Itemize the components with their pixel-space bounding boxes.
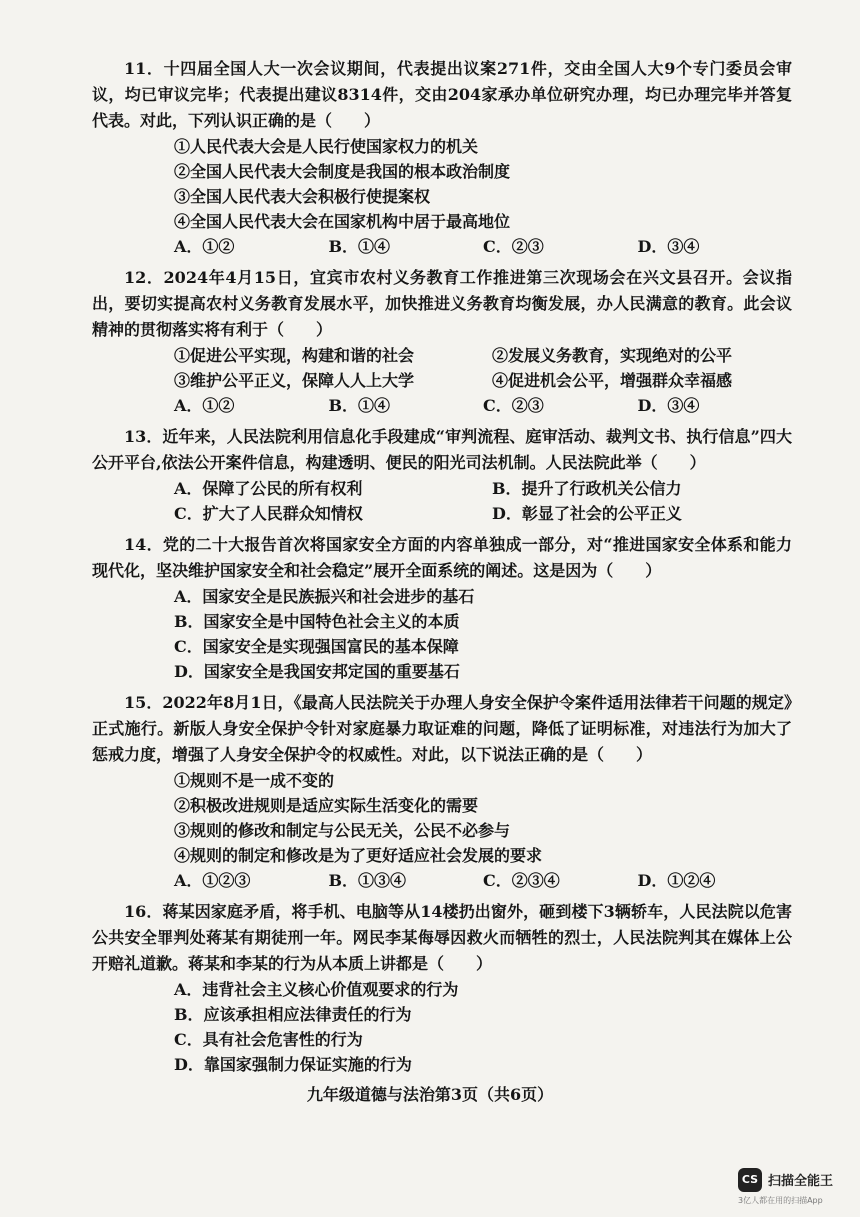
question-stem: 14．党的二十大报告首次将国家安全方面的内容单独成一部分，对“推进国家安全体系和能力现代化，坚决维护国家安全和社会稳定”展开全面系统的阐述。这是因为（ ） [92, 535, 792, 580]
scanner-watermark [738, 1168, 848, 1208]
statement: ④促进机会公平，增强群众幸福感 [492, 371, 733, 390]
question-stem: 11．十四届全国人大一次会议期间，代表提出议案271件，交由全国人大9个专门委员会审议，均已审议完毕；代表提出建议8314件，交由204家承办单位研究办理，均已办理完毕并答复代表。对此，下列认识正确的是（ ） [92, 59, 792, 130]
question-13 [92, 424, 792, 526]
statement: ④规则的制定和修改是为了更好适应社会发展的要求 [174, 846, 543, 865]
choice-a: A．①② [174, 396, 235, 415]
choice-d: D．国家安全是我国安邦定国的重要基石 [174, 662, 460, 681]
choice-d: D．彰显了社会的公平正义 [492, 504, 682, 523]
choice-row [174, 868, 792, 893]
choice-b: B．应该承担相应法律责任的行为 [174, 1005, 412, 1024]
question-11 [92, 56, 792, 259]
choice-b: B．国家安全是中国特色社会主义的本质 [174, 612, 460, 631]
choice-a: A．违背社会主义核心价值观要求的行为 [174, 980, 459, 999]
question-14 [92, 532, 792, 684]
question-16 [92, 899, 792, 1077]
statement: ②全国人民代表大会制度是我国的根本政治制度 [174, 162, 511, 181]
statement: ③维护公平正义，保障人人上大学 [174, 371, 415, 390]
statement: ②发展义务教育，实现绝对的公平 [492, 346, 733, 365]
statement-row [174, 368, 792, 393]
choice-a: A．保障了公民的所有权利 [174, 479, 363, 498]
choice-d: D．①②④ [637, 871, 716, 890]
cs-logo-icon: CS [738, 1168, 762, 1192]
choice-c: C．②③④ [483, 871, 560, 890]
choice-c: C．具有社会危害性的行为 [174, 1030, 363, 1049]
choice-c: C．扩大了人民群众知情权 [174, 504, 363, 523]
choice-a: A．①② [174, 237, 235, 256]
questions-area [92, 56, 792, 1083]
watermark-tagline: 3亿人都在用的扫描App [738, 1196, 823, 1205]
question-stem: 15．2022年8月1日，《最高人民法院关于办理人身安全保护令案件适用法律若干问题的规定》正式施行。新版人身安全保护令针对家庭暴力取证难的问题，降低了证明标准，对违法行为加大了惩戒力度，增强了人身安全保护令的权威性。对此，以下说法正确的是（ ） [92, 693, 792, 764]
statement: ④全国人民代表大会在国家机构中居于最高地位 [174, 212, 511, 231]
page-footer: 九年级道德与法治第3页（共6页） [306, 1085, 554, 1104]
choice-c: C．国家安全是实现强国富民的基本保障 [174, 637, 459, 656]
question-stem: 16．蒋某因家庭矛盾，将手机、电脑等从14楼扔出窗外，砸到楼下3辆轿车，人民法院以危害公共安全罪判处蒋某有期徒刑一年。网民李某侮辱因救火而牺牲的烈士，人民法院判其在媒体上公开赔礼道歉。蒋某和李某的行为从本质上讲都是（ ） [92, 902, 792, 973]
choice-b: B．①③④ [328, 871, 407, 890]
question-stem: 12．2024年4月15日，宜宾市农村义务教育工作推进第三次现场会在兴文县召开。会议指出，要切实提高农村义务教育发展水平，加快推进义务教育均衡发展，办人民满意的教育。此会议精神的贯彻落实将有利于（ ） [92, 268, 792, 339]
statement: ①规则不是一成不变的 [174, 771, 335, 790]
choice-c: C．②③ [483, 237, 544, 256]
statement: ①促进公平实现，构建和谐的社会 [174, 346, 415, 365]
choice-b: B．①④ [328, 237, 391, 256]
choice-d: D．③④ [637, 237, 700, 256]
choice-c: C．②③ [483, 396, 544, 415]
choice-d: D．③④ [637, 396, 700, 415]
statement-list [174, 768, 792, 868]
choice-row [174, 476, 792, 501]
choice-a: A．①②③ [174, 871, 251, 890]
watermark-name: 扫描全能王 [768, 1174, 834, 1189]
choice-list [174, 584, 792, 684]
choice-list [174, 977, 792, 1077]
statement: ①人民代表大会是人民行使国家权力的机关 [174, 137, 479, 156]
choice-b: B．提升了行政机关公信力 [492, 479, 682, 498]
question-stem: 13．近年来，人民法院利用信息化手段建成“审判流程、庭审活动、裁判文书、执行信息”四大公开平台,依法公开案件信息，构建透明、便民的阳光司法机制。人民法院此举（ ） [92, 427, 792, 472]
question-12 [92, 265, 792, 418]
choice-row [174, 393, 792, 418]
statement: ②积极改进规则是适应实际生活变化的需要 [174, 796, 479, 815]
choice-row [174, 234, 792, 259]
choice-row [174, 501, 792, 526]
choice-b: B．①④ [328, 396, 391, 415]
statement-row [174, 343, 792, 368]
choice-d: D．靠国家强制力保证实施的行为 [174, 1055, 412, 1074]
statement-list [174, 134, 792, 234]
question-15 [92, 690, 792, 893]
choice-a: A．国家安全是民族振兴和社会进步的基石 [174, 587, 475, 606]
statement: ③全国人民代表大会积极行使提案权 [174, 187, 431, 206]
statement: ③规则的修改和制定与公民无关，公民不必参与 [174, 821, 511, 840]
